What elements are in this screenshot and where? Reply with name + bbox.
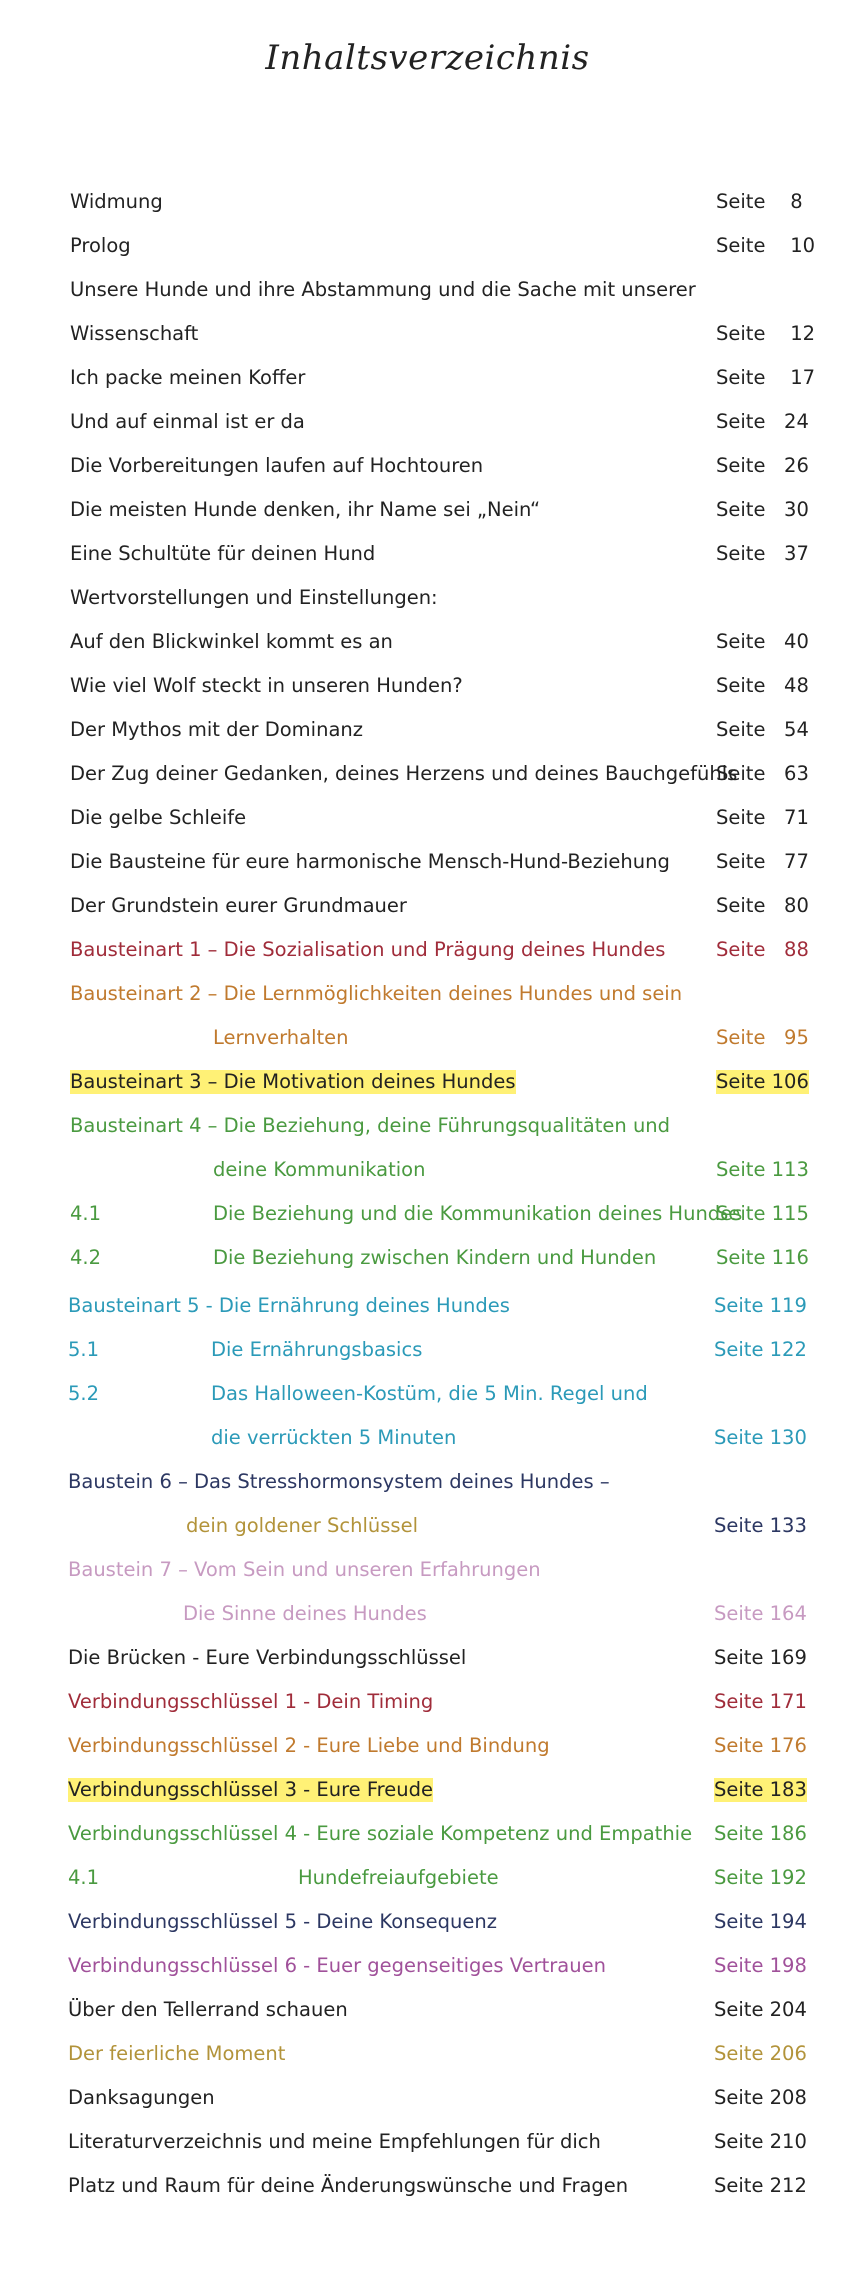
toc-page-number: Seite 17 [716, 366, 816, 389]
toc-page-number: Seite 12 [716, 322, 816, 345]
toc-entry-title: Danksagungen [68, 2086, 215, 2109]
toc-entry-title: Auf den Blickwinkel kommt es an [70, 630, 393, 653]
toc-entry-title: Die Beziehung zwischen Kindern und Hunden [213, 1246, 657, 1269]
toc-page-number: Seite 88 [716, 938, 809, 961]
toc-entry-title: Lernverhalten [213, 1026, 349, 1049]
toc-page-number: Seite 171 [714, 1690, 807, 1713]
toc-entry-title: Hundefreiaufgebiete [298, 1866, 499, 1889]
toc-page-number: Seite 169 [714, 1646, 807, 1669]
toc-entry-title: Bausteinart 4 – Die Beziehung, deine Führungsqualitäten und [70, 1114, 671, 1137]
toc-page-number: Seite 106 [716, 1070, 809, 1093]
toc-entry-title: Wie viel Wolf steckt in unseren Hunden? [70, 674, 463, 697]
toc-page-number: Seite 176 [714, 1734, 807, 1757]
toc-entry-title: Ich packe meinen Koffer [70, 366, 306, 389]
toc-entry-title: Das Halloween-Kostüm, die 5 Min. Regel und [211, 1382, 648, 1405]
toc-page-number: Seite 130 [714, 1426, 807, 1449]
toc-entry-title: Prolog [70, 234, 131, 257]
toc-page-number: Seite 63 [716, 762, 809, 785]
toc-entry-title: Verbindungsschlüssel 5 - Deine Konsequenz [68, 1910, 497, 1933]
toc-page-number: Seite 212 [714, 2174, 807, 2197]
toc-entry-title: deine Kommunikation [213, 1158, 426, 1181]
toc-entry-title: Baustein 7 – Vom Sein und unseren Erfahrungen [68, 1558, 541, 1581]
toc-entry-title: Verbindungsschlüssel 2 - Eure Liebe und Bindung [68, 1734, 550, 1757]
toc-page-number: Seite 194 [714, 1910, 807, 1933]
toc-entry-title: Verbindungsschlüssel 1 - Dein Timing [68, 1690, 434, 1713]
toc-entry-title: Die Bausteine für eure harmonische Mensch-Hund-Beziehung [70, 850, 670, 873]
toc-entry-title: Bausteinart 1 – Die Sozialisation und Prägung deines Hundes [70, 938, 666, 961]
toc-entry-title: Die Beziehung und die Kommunikation deines Hundes [213, 1202, 743, 1225]
toc-entry-number: 5.1 [68, 1338, 100, 1361]
page-title: Inhaltsverzeichnis [265, 38, 590, 78]
toc-page-number: Seite 8 [716, 190, 803, 213]
toc-page-number: Seite 206 [714, 2042, 807, 2065]
toc-page-number: Seite 192 [714, 1866, 807, 1889]
toc-page-number: Seite 198 [714, 1954, 807, 1977]
toc-entry-number: 4.1 [68, 1866, 100, 1889]
toc-entry-title: Über den Tellerrand schauen [68, 1998, 348, 2021]
toc-page-number: Seite 37 [716, 542, 809, 565]
toc-page-number: Seite 113 [716, 1158, 809, 1181]
toc-page-number: Seite 164 [714, 1602, 807, 1625]
toc-page-number: Seite 208 [714, 2086, 807, 2109]
toc-page-number: Seite 71 [716, 806, 809, 829]
toc-page-number: Seite 186 [714, 1822, 807, 1845]
toc-page-number: Seite 48 [716, 674, 809, 697]
toc-page-number: Seite 183 [714, 1778, 807, 1801]
toc-entry-title: Verbindungsschlüssel 4 - Eure soziale Kompetenz und Empathie [68, 1822, 693, 1845]
toc-entry-number: 5.2 [68, 1382, 100, 1405]
toc-page-number: Seite 116 [716, 1246, 809, 1269]
toc-page-number: Seite 204 [714, 1998, 807, 2021]
toc-entry-title: Eine Schultüte für deinen Hund [70, 542, 376, 565]
toc-entry-number: 4.1 [70, 1202, 102, 1225]
toc-page-number: Seite 210 [714, 2130, 807, 2153]
toc-entry-title: Bausteinart 3 – Die Motivation deines Hundes [70, 1070, 516, 1093]
toc-page-number: Seite 115 [716, 1202, 809, 1225]
toc-page-number: Seite 26 [716, 454, 809, 477]
toc-page-number: Seite 40 [716, 630, 809, 653]
toc-entry-title: Unsere Hunde und ihre Abstammung und die Sache mit unserer [70, 278, 696, 301]
toc-entry-title: Die meisten Hunde denken, ihr Name sei „Nein“ [70, 498, 541, 521]
toc-entry-title: Bausteinart 5 - Die Ernährung deines Hundes [68, 1294, 510, 1317]
toc-entry-title: Und auf einmal ist er da [70, 410, 305, 433]
toc-entry-title: Der feierliche Moment [68, 2042, 286, 2065]
toc-entry-number: 4.2 [70, 1246, 102, 1269]
toc-entry-title: Verbindungsschlüssel 6 - Euer gegenseitiges Vertrauen [68, 1954, 606, 1977]
toc-entry-title: dein goldener Schlüssel [186, 1514, 418, 1537]
toc-page-number: Seite 95 [716, 1026, 809, 1049]
toc-entry-title: Die Brücken - Eure Verbindungsschlüssel [68, 1646, 467, 1669]
toc-entry-title: Der Zug deiner Gedanken, deines Herzens und deines Bauchgefühls [70, 762, 738, 785]
toc-page-number: Seite 77 [716, 850, 809, 873]
toc-entry-title: Platz und Raum für deine Änderungswünsche und Fragen [68, 2174, 629, 2197]
toc-entry-title: Der Grundstein eurer Grundmauer [70, 894, 407, 917]
toc-page-number: Seite 122 [714, 1338, 807, 1361]
toc-page-number: Seite 80 [716, 894, 809, 917]
toc-entry-title: Verbindungsschlüssel 3 - Eure Freude [68, 1778, 433, 1801]
toc-entry-title: Literaturverzeichnis und meine Empfehlungen für dich [68, 2130, 601, 2153]
toc-entry-title: Baustein 6 – Das Stresshormonsystem deines Hundes – [68, 1470, 610, 1493]
toc-entry-title: Die Sinne deines Hundes [183, 1602, 427, 1625]
toc-page-number: Seite 54 [716, 718, 809, 741]
toc-entry-title: Wissenschaft [70, 322, 199, 345]
toc-entry-title: Die gelbe Schleife [70, 806, 247, 829]
toc-entry-title: Die Vorbereitungen laufen auf Hochtouren [70, 454, 484, 477]
toc-entry-title: Bausteinart 2 – Die Lernmöglichkeiten deines Hundes und sein [70, 982, 683, 1005]
toc-page-number: Seite 10 [716, 234, 816, 257]
toc-page-number: Seite 24 [716, 410, 809, 433]
toc-entry-title: Die Ernährungsbasics [211, 1338, 423, 1361]
toc-entry-title: Wertvorstellungen und Einstellungen: [70, 586, 438, 609]
toc-page-number: Seite 30 [716, 498, 809, 521]
toc-page-number: Seite 119 [714, 1294, 807, 1317]
toc-entry-title: Widmung [70, 190, 163, 213]
toc-entry-title: Der Mythos mit der Dominanz [70, 718, 363, 741]
toc-page-number: Seite 133 [714, 1514, 807, 1537]
toc-entry-title: die verrückten 5 Minuten [211, 1426, 457, 1449]
